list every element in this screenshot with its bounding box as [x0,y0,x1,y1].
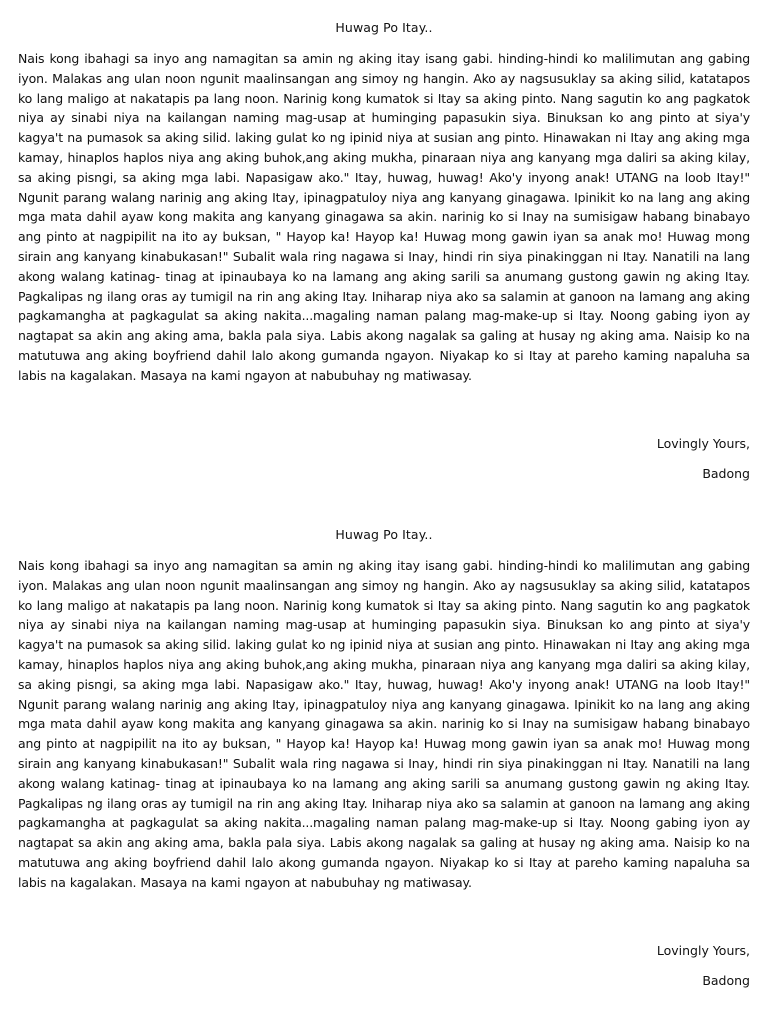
closing-line: Lovingly Yours, [656,943,750,958]
signature: Badong [702,973,750,988]
letter-1 [18,20,750,481]
letter-body: Nais kong ibahagi sa inyo ang namagitan sa amin ng aking itay isang gabi. hinding-hindi ko malilimutan ang gabing iyon. Malakas ang ulan noon ngunit maalinsangan ang simoy ng hangin. Ako ay nagsusuklay sa aking silid, katatapos ko lang maligo at nakatapis pa lang noon. Narinig kong kumatok si Itay sa aking pinto. Nang sagutin ko ang pagkatok niya ay sinabi niya na kailangan naming mag-usap at huminging papasukin siya. Binuksan ko ang pinto at siya'y kagya't na pumasok sa aking silid. laking gulat ko ng ipinid niya at susian ang pinto. Hinawakan ni Itay ang aking mga kamay, hinaplos haplos niya ang aking buhok,ang aking mukha, pinaraan niya ang kanyang mga daliri sa aking kilay, sa aking pisngi, sa aking mga labi. Napasigaw ako." Itay, huwag, huwag! Ako'y inyong anak! UTANG na loob Itay!" Ngunit parang walang narinig ang aking Itay, ipinagpatuloy niya ang kanyang ginagawa. Ipinikit ko na lang ang aking mga mata dahil ayaw kong makita ang kanyang ginagawa sa akin. narinig ko si Inay na sumisigaw habang binabayo ang pinto at nagpipilit na ito ay buksan, " Hayop ka! Hayop ka! Huwag mong gawin iyan sa anak mo! Huwag mong sirain ang kanyang kinabukasan!" Subalit wala ring nagawa si Inay, hindi rin siya pinakinggan ni Itay. Nanatili na lang akong walang katinag- tinag at ipinaubaya ko na lamang ang aking sarili sa anumang gustong gawin ng aking Itay. Pagkalipas ng ilang oras ay tumigil na rin ang aking Itay. Iniharap niya ako sa salamin at ganoon na lamang ang aking pagkamangha at pagkagulat sa aking nakita...magaling naman palang mag-make-up si Itay. Noong gabing iyon ay nagtapat sa akin ang aking ama, bakla pala siya. Labis akong nagalak sa galing at husay ng aking ama. Naisip ko na matutuwa ang aking boyfriend dahil lalo akong gumanda ngayon. Niyakap ko si Itay at pareho kaming napaluha sa labis na kagalakan. Masaya na kami ngayon at nabubuhay ng matiwasay. [18,51,750,383]
signature: Badong [702,466,750,481]
letter-title: Huwag Po Itay.. [335,527,433,542]
letter-body: Nais kong ibahagi sa inyo ang namagitan sa amin ng aking itay isang gabi. hinding-hindi ko malilimutan ang gabing iyon. Malakas ang ulan noon ngunit maalinsangan ang simoy ng hangin. Ako ay nagsusuklay sa aking silid, katatapos ko lang maligo at nakatapis pa lang noon. Narinig kong kumatok si Itay sa aking pinto. Nang sagutin ko ang pagkatok niya ay sinabi niya na kailangan naming mag-usap at huminging papasukin siya. Binuksan ko ang pinto at siya'y kagya't na pumasok sa aking silid. laking gulat ko ng ipinid niya at susian ang pinto. Hinawakan ni Itay ang aking mga kamay, hinaplos haplos niya ang aking buhok,ang aking mukha, pinaraan niya ang kanyang mga daliri sa aking kilay, sa aking pisngi, sa aking mga labi. Napasigaw ako." Itay, huwag, huwag! Ako'y inyong anak! UTANG na loob Itay!" Ngunit parang walang narinig ang aking Itay, ipinagpatuloy niya ang kanyang ginagawa. Ipinikit ko na lang ang aking mga mata dahil ayaw kong makita ang kanyang ginagawa sa akin. narinig ko si Inay na sumisigaw habang binabayo ang pinto at nagpipilit na ito ay buksan, " Hayop ka! Hayop ka! Huwag mong gawin iyan sa anak mo! Huwag mong sirain ang kanyang kinabukasan!" Subalit wala ring nagawa si Inay, hindi rin siya pinakinggan ni Itay. Nanatili na lang akong walang katinag- tinag at ipinaubaya ko na lamang ang aking sarili sa anumang gustong gawin ng aking Itay. Pagkalipas ng ilang oras ay tumigil na rin ang aking Itay. Iniharap niya ako sa salamin at ganoon na lamang ang aking pagkamangha at pagkagulat sa aking nakita...magaling naman palang mag-make-up si Itay. Noong gabing iyon ay nagtapat sa akin ang aking ama, bakla pala siya. Labis akong nagalak sa galing at husay ng aking ama. Naisip ko na matutuwa ang aking boyfriend dahil lalo akong gumanda ngayon. Niyakap ko si Itay at pareho kaming napaluha sa labis na kagalakan. Masaya na kami ngayon at nabubuhay ng matiwasay. [18,558,750,890]
letter-title: Huwag Po Itay.. [335,20,433,35]
closing-line: Lovingly Yours, [656,436,750,451]
letter-2 [18,527,750,988]
